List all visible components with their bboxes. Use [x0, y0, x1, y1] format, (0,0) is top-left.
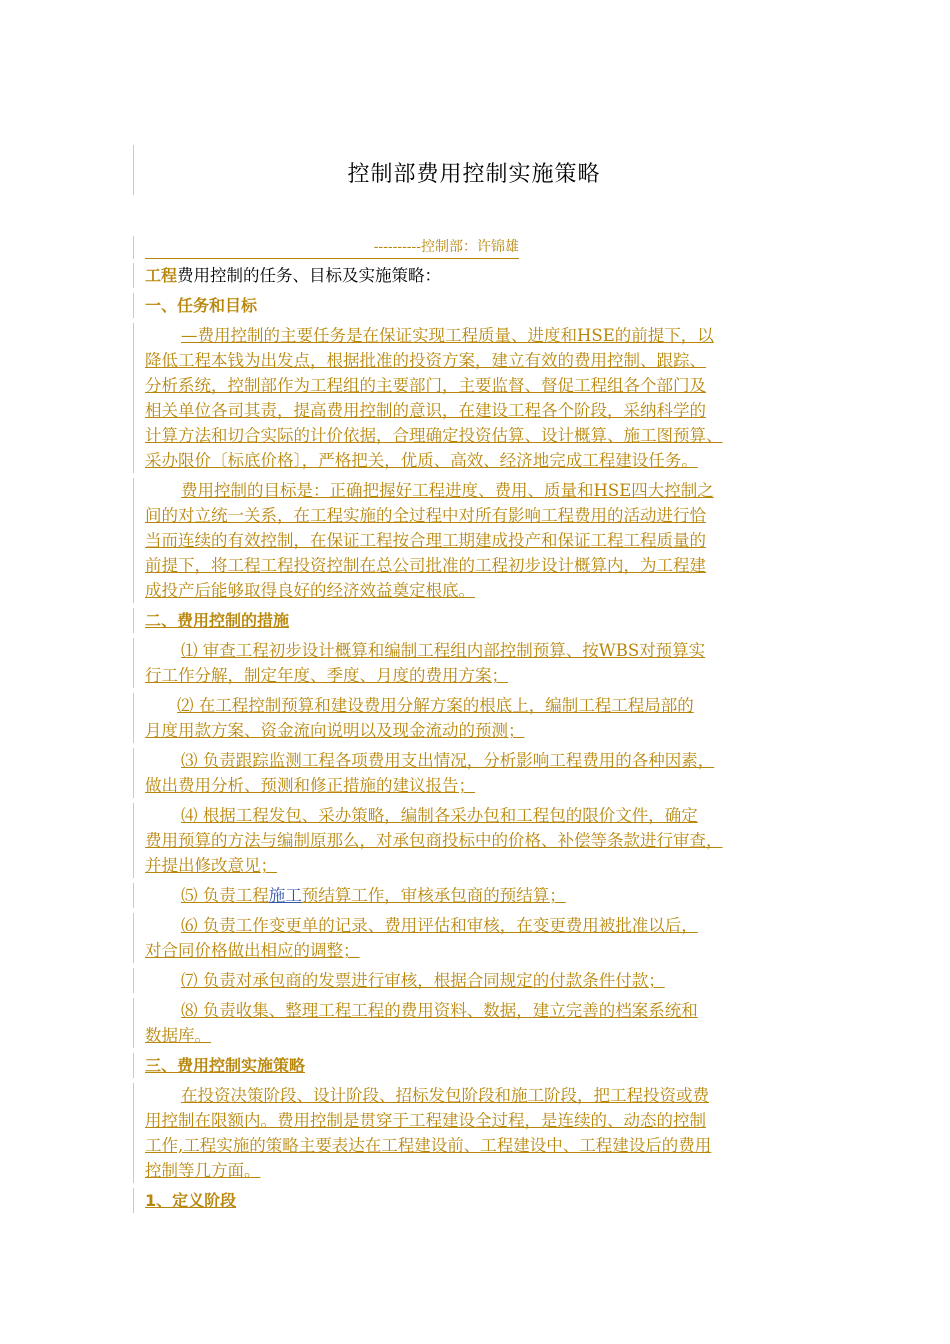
paragraph-line: 采办限价〔标底价格〕，严格把关，优质、高效、经济地完成工程建设任务。: [145, 451, 698, 470]
paragraph-line: 当而连续的有效控制，在保证工程按合理工期建成投产和保证工程工程质量的: [145, 531, 706, 550]
measure-item-1: ⑴ 审查工程初步设计概算和编制工程组内部控制预算、按WBS对预算实 行工作分解，制定年度、季度、月度的费用方案；: [133, 638, 823, 688]
measure-item-6: ⑹ 负责工作变更单的记录、费用评估和审核，在变更费用被批准以后， 对合同价格做出相应的调整；: [133, 913, 823, 963]
paragraph-line: 费用控制的目标是：正确把握好工程进度、费用、质量和HSE四大控制之: [181, 481, 714, 500]
section1-heading: 一、任务和目标: [133, 293, 823, 318]
paragraph-line: 成投产后能够取得良好的经济效益奠定根底。: [145, 581, 475, 600]
document-body: [133, 236, 823, 1218]
section1-paragraph2: [133, 478, 823, 603]
paragraph-line: 降低工程本钱为出发点，根据批准的投资方案，建立有效的费用控制、跟踪、: [145, 351, 706, 370]
section3-heading: 三、费用控制实施策略: [133, 1053, 823, 1078]
measure-item-4: ⑷ 根据工程发包、采办策略，编制各采办包和工程包的限价文件，确定 费用预算的方法与编制原那么，对承包商投标中的价格、补偿等条款进行审查， 并提出修改意见；: [133, 803, 823, 878]
section4-heading: 1、定义阶段: [133, 1188, 823, 1213]
measure-item-3: ⑶ 负责跟踪监测工程各项费用支出情况，分析影响工程费用的各种因素， 做出费用分析、预测和修正措施的建议报告；: [133, 748, 823, 798]
construction-link[interactable]: 施工: [268, 886, 302, 905]
measure-item-2: ⑵ 在工程控制预算和建设费用分解方案的根底上，编制工程工程局部的 月度用款方案、资金流向说明以及现金流动的预测；: [133, 693, 823, 743]
paragraph-line: 间的对立统一关系，在工程实施的全过程中对所有影响工程费用的活动进行恰: [145, 506, 706, 525]
measure-item-7: ⑺ 负责对承包商的发票进行审核，根据合同规定的付款条件付款；: [133, 968, 823, 993]
measure-item-5: ⑸ 负责工程施工预结算工作，审核承包商的预结算；: [133, 883, 823, 908]
author-line: [133, 236, 823, 259]
title-block: [133, 145, 814, 195]
intro-lead: 工程: [145, 266, 178, 285]
measure-item-8: ⑻ 负责收集、整理工程工程的费用资料、数据，建立完善的档案系统和 数据库。: [133, 998, 823, 1048]
page-title: 控制部费用控制实施策略: [347, 162, 601, 187]
section3-paragraph: 在投资决策阶段、设计阶段、招标发包阶段和施工阶段，把工程投资或费 用控制在限额内。费用控制是贯穿于工程建设全过程，是连续的、动态的控制 工作,工程实施的策略主要表达在工程建设前、工程建设中、工程建设后的费用 控制等几方面。: [133, 1083, 823, 1183]
section2-heading: 二、费用控制的措施: [133, 608, 823, 633]
intro-line: [133, 263, 823, 288]
intro-text: 费用控制的任务、目标及实施策略：: [177, 266, 442, 285]
paragraph-line: —费用控制的主要任务是在保证实现工程质量、进度和HSE的前提下，以: [181, 326, 714, 345]
paragraph-line: 计算方法和切合实际的计价依据，合理确定投资估算、设计概算、施工图预算、: [145, 426, 723, 445]
author-signature: ----------控制部：许锦雄: [145, 236, 519, 259]
paragraph-line: 前提下，将工程工程投资控制在总公司批准的工程初步设计概算内，为工程建: [145, 556, 706, 575]
paragraph-line: 相关单位各司其责，提高费用控制的意识，在建设工程各个阶段，采纳科学的: [145, 401, 706, 420]
paragraph-line: 分析系统，控制部作为工程组的主要部门，主要监督、督促工程组各个部门及: [145, 376, 706, 395]
section1-paragraph1: [133, 323, 823, 473]
